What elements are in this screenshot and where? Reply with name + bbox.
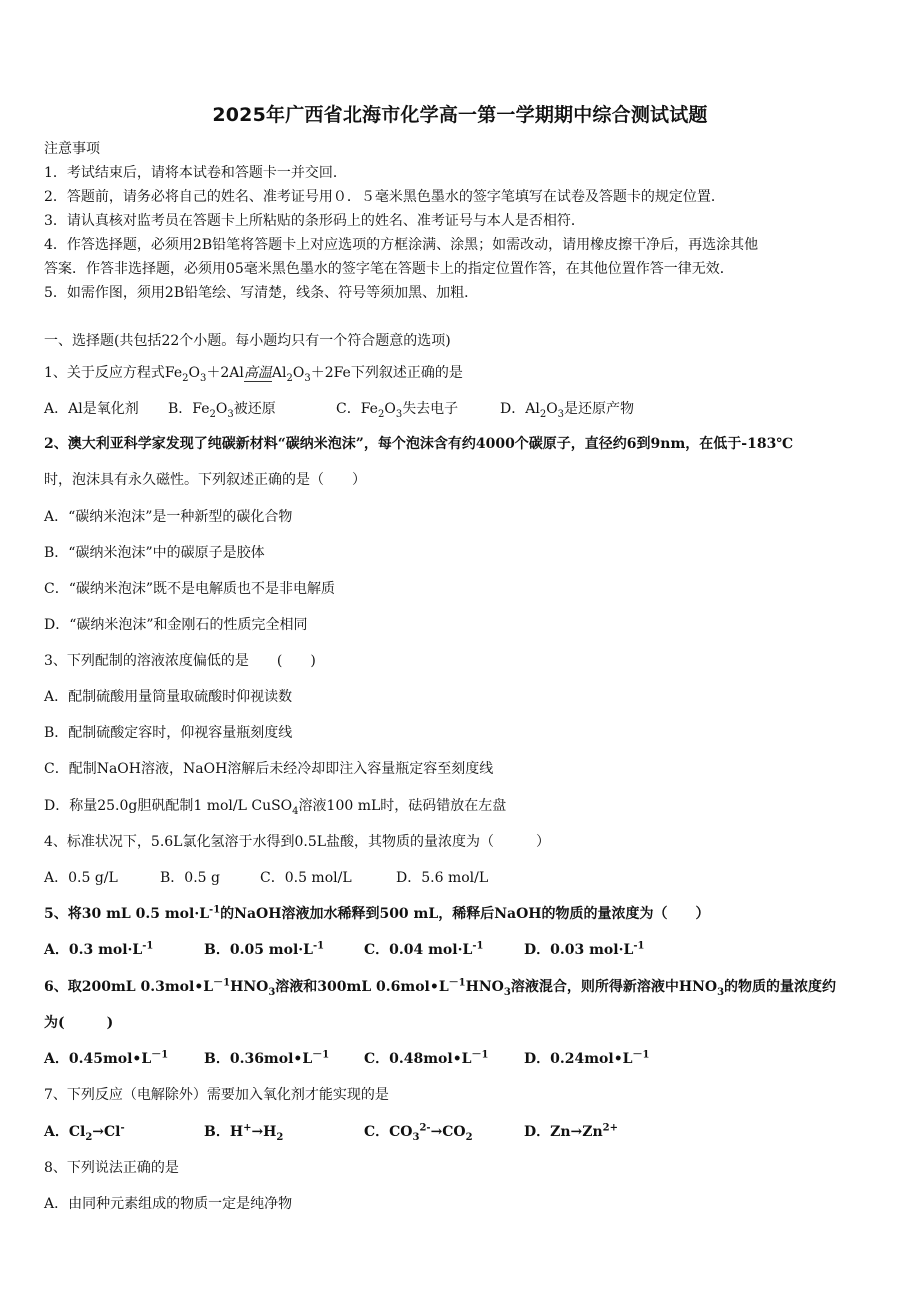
question-8-option-a: A．由同种元素组成的物质一定是纯净物: [44, 1196, 293, 1212]
option-a: A．0.5 g/L: [44, 870, 118, 886]
question-2-stem: 2、澳大利亚科学家发现了纯碳新材料“碳纳米泡沫”，每个泡沫含有约4000个碳原子，直径约6到9nm，在低于-183℃: [44, 436, 794, 452]
notice-item-3: 3．请认真核对监考员在答题卡上所粘贴的条形码上的姓名、准考证号与本人是否相符．: [44, 213, 585, 229]
option-d: D．0.03 $mol\cdot L^{-1}$: [524, 940, 645, 958]
option-a: A．$Cl_2\to Cl^-$: [44, 1122, 125, 1143]
question-3-stem: 3、下列配制的溶液浓度偏低的是 ( ): [44, 653, 316, 669]
option-b: B．0.05 $mol\cdot L^{-1}$: [204, 940, 325, 958]
notice-item-4-cont: 答案．作答非选择题，必须用05毫米黑色墨水的签字笔在答题卡上的指定位置作答，在其他位置作答一律无效．: [44, 261, 734, 277]
question-2-stem-cont: 时，泡沫具有永久磁性。下列叙述正确的是（ ）: [44, 472, 366, 488]
option-b: B．0.5 g: [160, 870, 220, 886]
question-7-options: [44, 1122, 890, 1142]
question-4-options: [44, 868, 890, 888]
question-6-options: [44, 1049, 890, 1069]
notice-item-4: 4．作答选择题，必须用2B铅笔将答题卡上对应选项的方框涂满、涂黑；如需改动，请用橡皮擦干净后，再选涂其他: [44, 237, 759, 253]
notice-item-2: 2．答题前，请务必将自己的姓名、准考证号用０．５毫米黑色墨水的签字笔填写在试卷及答题卡的规定位置．: [44, 189, 725, 205]
question-1-options: [44, 399, 890, 419]
question-6-stem: 6、取200mL $0.3mol•L^{-1}HNO_3$溶液和300mL $0.6mol•L^{-1}HNO_3$溶液混合，则所得新溶液中$HNO_3$的物质的量浓度约: [44, 977, 837, 998]
option-d: D．5.6 mol/L: [396, 870, 489, 886]
option-d: D．$0.24mol•L^{-1}$: [524, 1049, 650, 1067]
section-heading: 一、选择题(共包括22个小题。每小题均只有一个符合题意的选项): [44, 333, 451, 349]
option-a: A．0.3 $mol\cdot L^{-1}$: [44, 940, 154, 958]
option-b: B．$Fe_2O_3$被还原: [168, 401, 276, 420]
option-b: B．$0.36mol•L^{-1}$: [204, 1049, 330, 1067]
question-1-stem: 1、关于反应方程式$Fe_2O_3+2Al$高温$Al_2O_3+2Fe$下列叙述正确的是: [44, 365, 463, 384]
option-c: C．0.5 mol/L: [260, 870, 352, 886]
option-d: D．$Al_2O_3$是还原产物: [500, 401, 635, 420]
page-title: 2025年广西省北海市化学高一第一学期期中综合测试试题: [212, 104, 708, 126]
question-8-stem: 8、下列说法正确的是: [44, 1160, 179, 1176]
question-5-stem: 5、将30 mL 0.5 $mol\cdot L^{-1}$的NaOH溶液加水稀释到500 mL，稀释后NaOH的物质的量浓度为（ ）: [44, 904, 710, 922]
option-a: A．Al是氧化剂: [44, 401, 139, 417]
question-2-option-d: D．“碳纳米泡沫”和金刚石的性质完全相同: [44, 617, 308, 633]
question-4-stem: 4、标准状况下，5.6L氯化氢溶于水得到0.5L盐酸，其物质的量浓度为（ ）: [44, 834, 551, 850]
question-3-option-c: C．配制NaOH溶液，NaOH溶解后未经冷却即注入容量瓶定容至刻度线: [44, 761, 494, 777]
question-2-option-b: B．“碳纳米泡沫”中的碳原子是胶体: [44, 545, 265, 561]
reaction-condition: 高温: [243, 365, 272, 381]
question-3-option-b: B．配制硫酸定容时，仰视容量瓶刻度线: [44, 725, 293, 741]
notice-item-5: 5．如需作图，须用2B铅笔绘、写清楚，线条、符号等须加黑、加粗．: [44, 285, 479, 301]
option-c: C．0.04 $mol\cdot L^{-1}$: [364, 940, 484, 958]
question-7-stem: 7、下列反应（电解除外）需要加入氧化剂才能实现的是: [44, 1087, 389, 1103]
question-3-option-a: A．配制硫酸用量筒量取硫酸时仰视读数: [44, 689, 293, 705]
option-c: C．$CO_3^{2-}\to CO_2$: [364, 1122, 473, 1143]
question-2-option-c: C．“碳纳米泡沫”既不是电解质也不是非电解质: [44, 581, 336, 597]
option-b: B．$H^+\to H_2$: [204, 1122, 284, 1143]
option-c: C．$Fe_2O_3$失去电子: [336, 401, 459, 420]
question-3-option-d: D．称量25.0g胆矾配制1 mol/L CuSO$_4$溶液100 mL时，砝码错放在左盘: [44, 798, 507, 817]
notice-item-1: 1．考试结束后，请将本试卷和答题卡一并交回．: [44, 165, 347, 181]
option-c: C．$0.48mol•L^{-1}$: [364, 1049, 489, 1067]
question-5-options: [44, 940, 890, 960]
notice-heading: 注意事项: [44, 141, 100, 157]
question-6-stem-cont: 为( ): [44, 1015, 114, 1031]
question-2-option-a: A．“碳纳米泡沫”是一种新型的碳化合物: [44, 509, 293, 525]
option-d: D．$Zn\to Zn^{2+}$: [524, 1122, 619, 1140]
option-a: A．$0.45mol•L^{-1}$: [44, 1049, 169, 1067]
